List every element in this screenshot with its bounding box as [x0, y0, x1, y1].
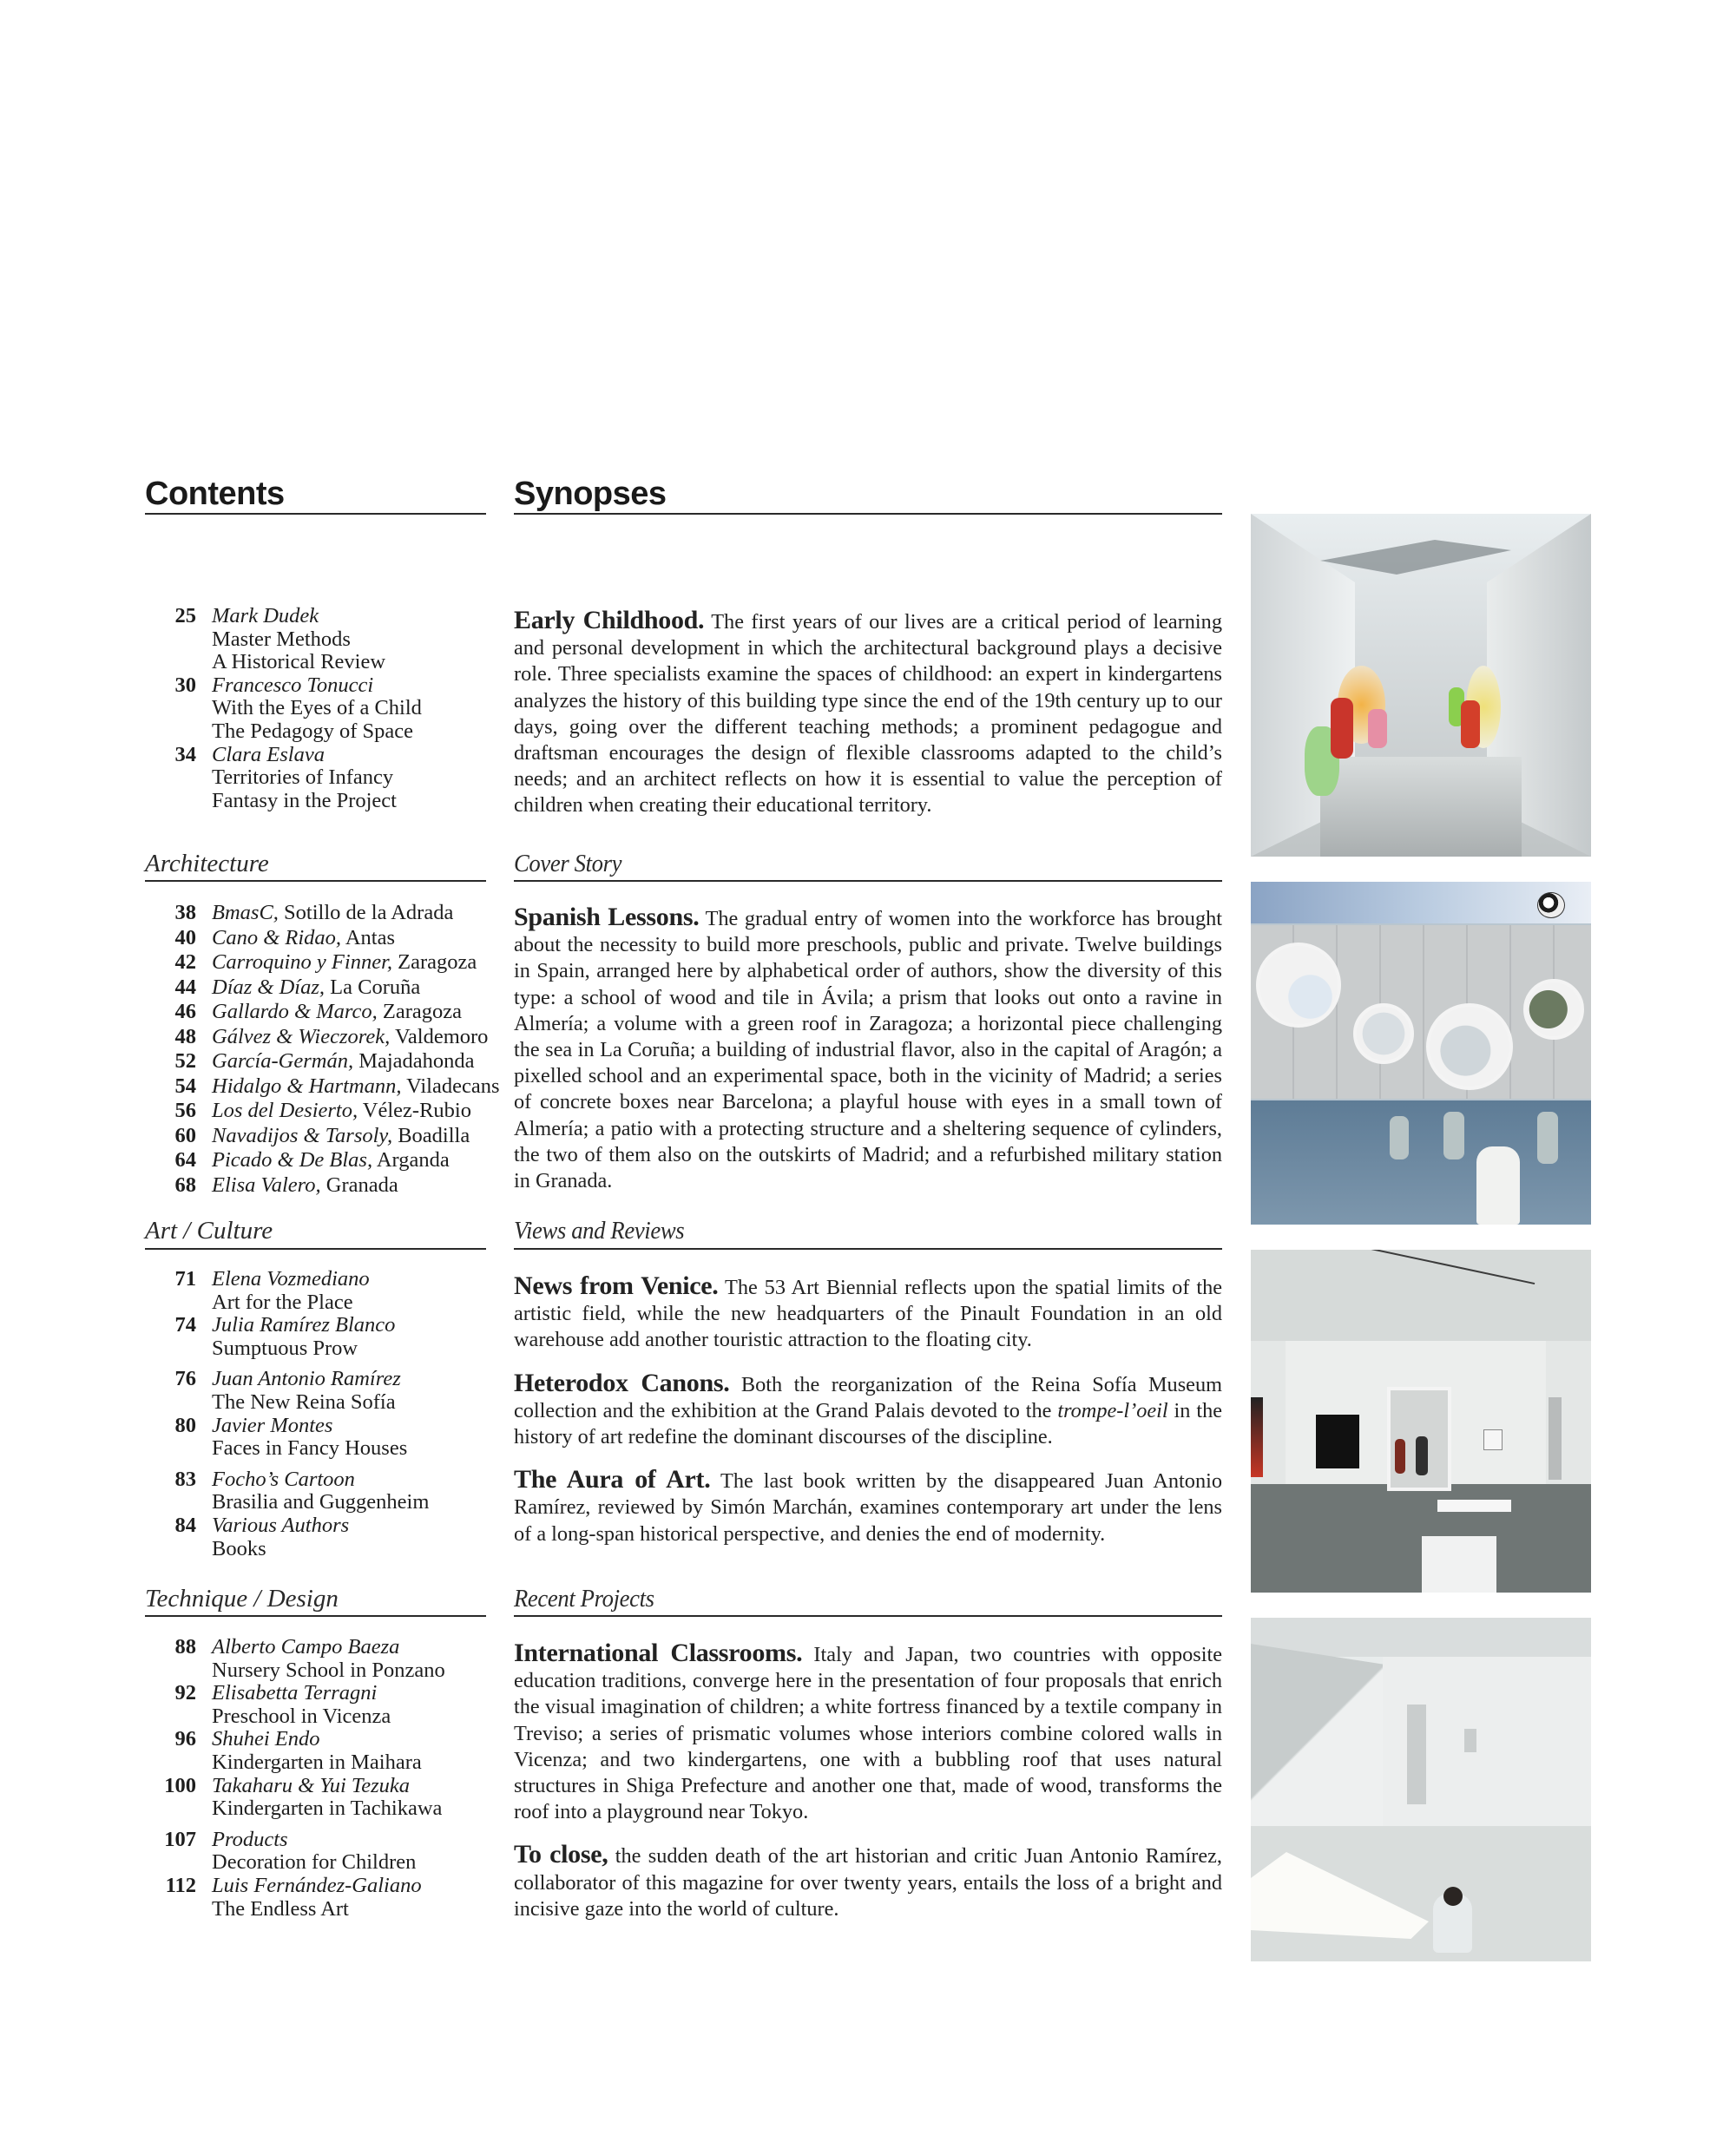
page-number: 107 [164, 1827, 196, 1851]
page-number: 68 [174, 1173, 196, 1197]
toc-entry[interactable] [146, 1314, 493, 1360]
toc-author: BmasC, [212, 901, 279, 924]
toc-author: Elisa Valero, [212, 1173, 321, 1197]
page-number: 83 [174, 1467, 196, 1491]
toc-entry[interactable] [146, 1775, 493, 1821]
toc-author: Díaz & Díaz, [212, 975, 326, 999]
photo-visitor [1416, 1436, 1428, 1475]
contents-group-childhood [146, 605, 493, 812]
contents-group-technique-design [146, 1636, 493, 1921]
toc-author: Cano & Ridao, [212, 925, 342, 949]
toc-author: Los del Desierto, [212, 1099, 358, 1122]
synopsis-paragraph [514, 904, 1222, 1194]
synopsis-text: The first years of our lives are a critical period of learning and personal development in which the architectural background plays a decisive role. Three specialists examine the spaces of childhood: an expert in kindergartens analyzes the history of this building type since the end of the 19th century up to our days, going over the different teaching methods; a prominent pedagogue and draftsman encourages the design of flexible classrooms adapted to the child’s needs; and an architect reflects on how it is essential to value the perception of children when creating their educational territory. [514, 610, 1222, 818]
toc-entry[interactable] [146, 1000, 493, 1025]
photo-painting-grey [1549, 1397, 1562, 1480]
photo-window-circle [1256, 943, 1341, 1028]
page-number: 52 [174, 1049, 196, 1073]
photo-small-window [1464, 1729, 1476, 1752]
photo-ceiling [1251, 1250, 1591, 1341]
toc-author: Julia Ramírez Blanco [212, 1313, 396, 1337]
synopsis-lead: To close, [514, 1840, 608, 1869]
page-number: 96 [174, 1727, 196, 1751]
photo-window-circle [1426, 1003, 1513, 1090]
synopsis-block-cover-story [514, 904, 1222, 1211]
toc-place: Vélez-Rubio [362, 1099, 471, 1122]
page-number: 84 [174, 1513, 196, 1537]
synopses-title: Synopses [514, 476, 667, 512]
toc-title: Nursery School in Ponzano [212, 1658, 445, 1682]
toc-author: Mark Dudek [212, 604, 319, 627]
synopsis-lead: Early Childhood. [514, 606, 705, 634]
toc-entry[interactable] [146, 1124, 493, 1149]
toc-entry[interactable] [146, 926, 493, 951]
toc-entry[interactable] [146, 1468, 493, 1514]
synopsis-text: Italy and Japan, two countries with opposite education traditions, converge here in the presentation of four proposals that enrich the visual imagination of children; a white fortress financed by a textile company in Treviso; a series of prismatic volumes whose interiors combine colored walls in Vicenza; and two kindergartens, one with a bubbling roof that uses natural structures in Shiga Prefecture and another one that, made of wood, transforms the roof into a playground near Tokyo. [514, 1643, 1222, 1824]
toc-entry[interactable] [146, 1025, 493, 1050]
contents-group-art-culture [146, 1268, 493, 1560]
synopses-section-recent-projects: Recent Projects [514, 1585, 654, 1613]
synopsis-paragraph [514, 608, 1222, 819]
toc-place: Valdemoro [394, 1024, 489, 1048]
toc-entry[interactable] [146, 1148, 493, 1173]
page-number: 48 [174, 1024, 196, 1048]
toc-author: Various Authors [212, 1513, 350, 1537]
section-rule [145, 880, 486, 882]
toc-author: Juan Antonio Ramírez [212, 1367, 401, 1391]
page-number: 56 [174, 1099, 196, 1122]
page-number: 112 [165, 1873, 196, 1897]
toc-entry[interactable] [146, 975, 493, 1001]
toc-place: Viladecans [406, 1074, 500, 1098]
toc-entry[interactable] [146, 1728, 493, 1774]
toc-place: Arganda [376, 1148, 450, 1172]
photo-baby-head [1443, 1887, 1463, 1906]
toc-entry[interactable] [146, 1099, 493, 1124]
toc-title: Preschool in Vicenza [212, 1704, 391, 1728]
toc-place: Zaragoza [398, 950, 477, 974]
synopses-section-cover-story: Cover Story [514, 850, 622, 877]
synopsis-block-recent-projects [514, 1640, 1222, 1939]
page-number: 30 [174, 673, 196, 697]
page-number: 44 [174, 975, 196, 999]
toc-place: Antas [345, 925, 395, 949]
toc-title: The New Reina Sofía [212, 1389, 396, 1414]
synopsis-text: the sudden death of the art historian and critic Juan Antonio Ramírez, collaborator of this magazine for over twenty years, entails the loss of a bright and incisive gaze into the world of culture. [514, 1844, 1222, 1921]
toc-author: Elisabetta Terragni [212, 1681, 378, 1705]
toc-author: Products [212, 1827, 288, 1851]
photo-small-artwork [1483, 1429, 1503, 1450]
toc-entry[interactable] [146, 1514, 493, 1560]
toc-entry[interactable] [146, 1074, 500, 1100]
synopsis-text: Both the reorganization of the Reina Sofía Museum collection and the exhibition at the Grand Palais devoted to the [514, 1372, 1222, 1422]
photo-museum-gallery [1251, 1250, 1591, 1593]
page-number: 54 [174, 1074, 196, 1098]
synopsis-lead: Spanish Lessons. [514, 903, 700, 931]
photo-bench [1422, 1536, 1496, 1593]
synopsis-lead: The Aura of Art. [514, 1465, 711, 1494]
photo-child [1476, 1146, 1520, 1225]
photo-soccer-ball [1537, 892, 1565, 918]
toc-entry[interactable] [146, 1829, 493, 1875]
photo-window-circle [1523, 979, 1584, 1040]
section-rule [145, 1248, 486, 1250]
toc-place: Zaragoza [382, 1000, 463, 1023]
page-number: 25 [174, 604, 196, 627]
toc-title: Kindergarten in Tachikawa [212, 1797, 443, 1821]
toc-subtitle: A Historical Review [212, 650, 386, 674]
page-number: 34 [174, 742, 196, 766]
page-number: 42 [174, 950, 196, 974]
page-number: 46 [174, 1000, 196, 1023]
toc-entry[interactable] [146, 1368, 493, 1414]
toc-entry[interactable] [146, 1415, 493, 1461]
photo-painting-red [1251, 1397, 1263, 1477]
toc-author: Navadijos & Tarsoly, [212, 1123, 393, 1147]
toc-title: Faces in Fancy Houses [212, 1436, 408, 1461]
toc-author: Takaharu & Yui Tezuka [212, 1773, 411, 1797]
photo-floor [1251, 1484, 1591, 1593]
toc-title: Territories of Infancy [212, 765, 394, 790]
page-number: 74 [174, 1313, 196, 1337]
section-rule [145, 1615, 486, 1617]
toc-title: With the Eyes of a Child [212, 696, 422, 720]
synopsis-paragraph [514, 1273, 1222, 1354]
page-number: 92 [174, 1681, 196, 1705]
contents-title-rule [145, 513, 486, 515]
toc-author: Carroquino y Finner, [212, 950, 393, 974]
toc-author: Javier Montes [212, 1413, 333, 1437]
toc-entry[interactable] [146, 674, 493, 744]
toc-entry[interactable] [146, 605, 493, 674]
section-rule [514, 1248, 1222, 1250]
toc-place: Sotillo de la Adrada [284, 901, 454, 924]
toc-subtitle: Fantasy in the Project [212, 788, 397, 812]
photo-child [1390, 1116, 1409, 1159]
synopsis-paragraph [514, 1467, 1222, 1547]
photo-door-opening [1407, 1705, 1426, 1804]
photo-child [1537, 1112, 1558, 1164]
synopsis-paragraph [514, 1640, 1222, 1825]
toc-author: Picado & De Blas, [212, 1148, 373, 1172]
toc-entry[interactable] [146, 901, 493, 926]
synopses-title-rule [514, 513, 1222, 515]
toc-author: Clara Eslava [212, 742, 325, 766]
contents-section-architecture: Architecture [145, 850, 269, 877]
synopsis-lead: News from Venice. [514, 1271, 719, 1300]
toc-author: Hidalgo & Hartmann, [212, 1074, 402, 1098]
photo-child-red [1331, 698, 1353, 759]
toc-place: Granada [326, 1173, 398, 1197]
photo-ceiling [1251, 1618, 1591, 1657]
synopsis-paragraph [514, 1842, 1222, 1922]
page-number: 38 [174, 901, 196, 924]
photo-floor [1320, 757, 1522, 857]
toc-title: Books [212, 1536, 266, 1560]
toc-place: La Coruña [330, 975, 421, 999]
synopsis-text: The last book written by the disappeared Juan Antonio Ramírez, reviewed by Simón Marchán, examines contemporary art under the lens of a long-span historical perspective, and denies the end of modernity. [514, 1469, 1222, 1546]
photo-painting-dark [1316, 1415, 1359, 1468]
toc-entry[interactable] [146, 1049, 493, 1074]
contents-section-art-culture: Art / Culture [145, 1217, 273, 1245]
toc-entry[interactable] [146, 744, 493, 813]
photo-child-pink [1368, 709, 1387, 748]
toc-subtitle: The Pedagogy of Space [212, 719, 413, 743]
page-number: 40 [174, 925, 196, 949]
toc-title: Art for the Place [212, 1290, 353, 1314]
toc-entry[interactable] [146, 1268, 493, 1314]
photo-child-red-2 [1461, 700, 1480, 748]
synopsis-text: in the history of art redefine the dominant discourses of the discipline. [514, 1398, 1222, 1449]
toc-place: Boadilla [398, 1123, 470, 1147]
contents-group-architecture [146, 901, 500, 1198]
page-number: 64 [174, 1148, 196, 1172]
synopsis-italic-term: trompe-l’oeil [1057, 1398, 1168, 1422]
photo-sculpture-plinth [1437, 1500, 1511, 1512]
synopsis-lead: Heterodox Canons. [514, 1368, 730, 1397]
photo-white-interior-baby [1251, 1618, 1591, 1961]
synopsis-text: The 53 Art Biennial reflects upon the spatial limits of the artistic field, while the new headquarters of the Pinault Foundation in an old warehouse add another touristic attraction to the floating city. [514, 1276, 1223, 1352]
photo-sloped-wall [1251, 1644, 1385, 1852]
toc-place: Majadahonda [358, 1049, 475, 1073]
photo-child [1443, 1112, 1464, 1159]
toc-title: Decoration for Children [212, 1850, 417, 1875]
page-number: 60 [174, 1123, 196, 1147]
toc-title: Sumptuous Prow [212, 1336, 358, 1360]
toc-entry[interactable] [146, 950, 493, 975]
toc-entry[interactable] [146, 1636, 493, 1682]
spacer [146, 1821, 493, 1829]
section-rule [514, 1615, 1222, 1617]
page-number: 100 [164, 1773, 196, 1797]
toc-author: Elena Vozmediano [212, 1267, 370, 1291]
toc-author: Francesco Tonucci [212, 673, 374, 697]
page-number: 88 [174, 1635, 196, 1659]
toc-entry[interactable] [146, 1682, 493, 1728]
synopsis-lead: International Classrooms. [514, 1639, 803, 1667]
toc-title: Brasilia and Guggenheim [212, 1490, 430, 1514]
synopses-section-views-reviews: Views and Reviews [514, 1217, 685, 1245]
toc-entry[interactable] [146, 1875, 493, 1921]
toc-author: Focho’s Cartoon [212, 1467, 355, 1491]
page-number: 76 [174, 1367, 196, 1391]
page-number: 80 [174, 1413, 196, 1437]
toc-title: Master Methods [212, 627, 351, 651]
toc-entry[interactable] [146, 1173, 493, 1199]
synopsis-block-views-reviews [514, 1273, 1222, 1564]
toc-title: The Endless Art [212, 1896, 349, 1921]
photo-window-circle [1353, 1003, 1414, 1064]
toc-title: Kindergarten in Maihara [212, 1750, 422, 1774]
toc-author: Shuhei Endo [212, 1727, 320, 1751]
photo-ceiling-fixture [1320, 540, 1511, 575]
photo-circular-windows-facade [1251, 882, 1591, 1225]
photo-visitor [1395, 1439, 1405, 1474]
synopsis-text: The gradual entry of women into the workforce has brought about the necessity to build more preschools, public and private. Twelve buildings in Spain, arranged here by alphabetical order of authors, show the diversity of this type: a school of wood and tile in Ávila; a prism that looks out onto a ravine in Almería; a volume with a green roof in Zaragoza; a horizontal piece challenging the sea in La Coruña; a building of industrial flavor, also in the capital of Aragón; a pixelled school and an experimental space, both in the vicinity of Madrid; a series of concrete boxes near Barcelona; a playful house with eyes in a small town of Almería; a patio with a protecting structure and a sheltering sequence of cylinders, the two of them also on the outskirts of Madrid; and a refurbished military station in Granada. [514, 907, 1223, 1193]
toc-author: Gallardo & Marco, [212, 1000, 378, 1023]
synopsis-block-early-childhood [514, 608, 1222, 836]
page-number: 71 [174, 1267, 196, 1291]
contents-section-technique-design: Technique / Design [145, 1585, 339, 1613]
contents-title: Contents [145, 476, 285, 512]
toc-author: Gálvez & Wieczorek, [212, 1024, 391, 1048]
toc-author: Luis Fernández-Galiano [212, 1873, 422, 1897]
toc-author: Alberto Campo Baeza [212, 1635, 400, 1659]
photo-kindergarten-corridor [1251, 514, 1591, 857]
toc-author: García-Germán, [212, 1049, 354, 1073]
section-rule [514, 880, 1222, 882]
synopsis-paragraph [514, 1370, 1222, 1451]
